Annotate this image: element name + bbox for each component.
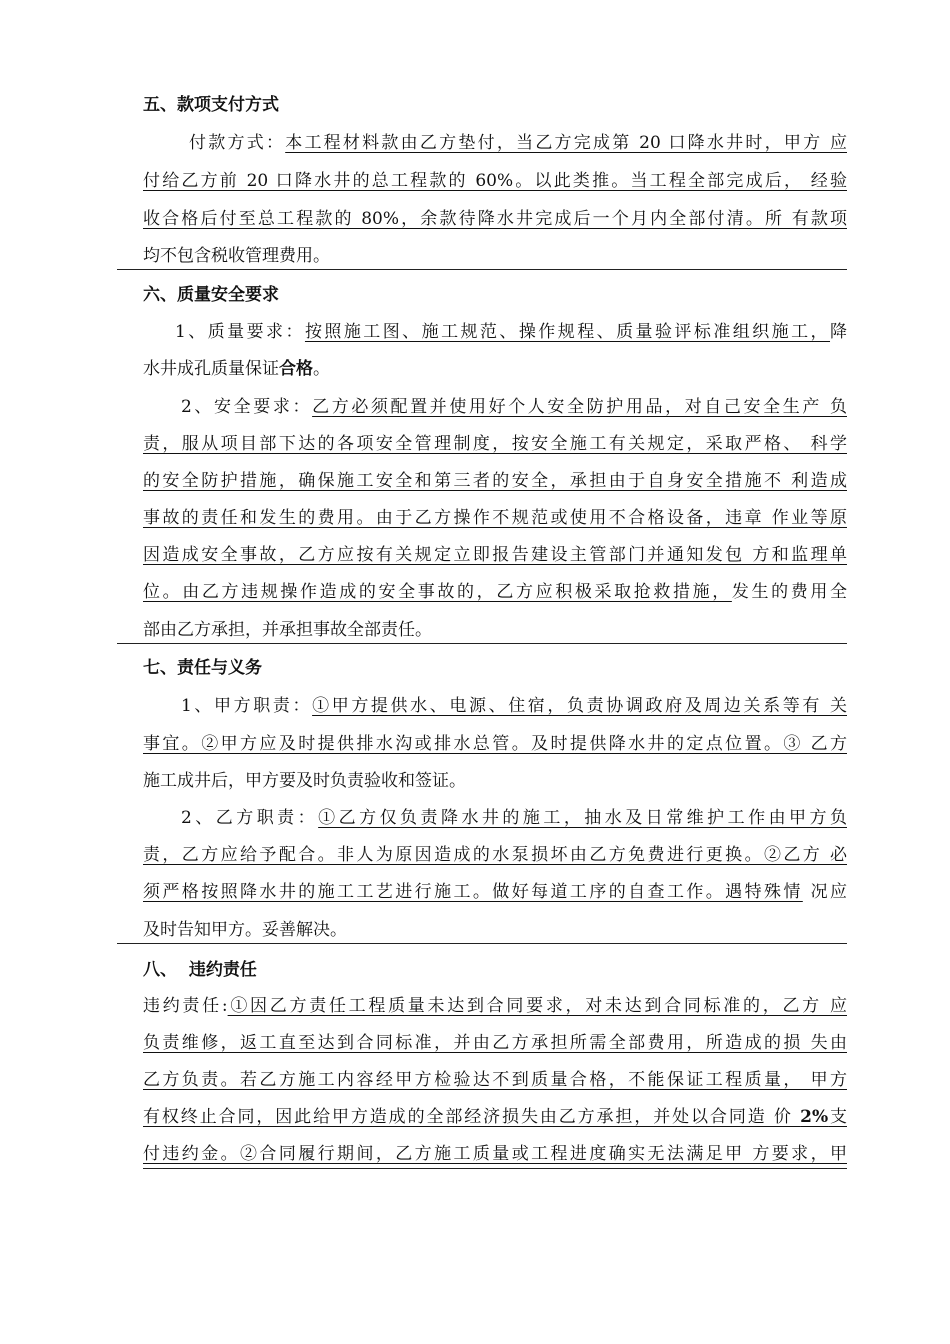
- s8-line-1: [143, 994, 847, 1018]
- s8-line-3: 乙方负责。若乙方施工内容经甲方检验达不到质量合格，不能保证工程质量， 甲方: [143, 1070, 847, 1090]
- s5-line-1: [189, 131, 847, 155]
- s8-line-4a: 有权终止合同，因此给甲方造成的全部经济损失由乙方承担，并处以合同造 价: [143, 1107, 801, 1127]
- s6-quality-text: 按照施工图、施工规范、操作规程、质量验评标准组织施工，: [304, 322, 831, 342]
- s7-party-b-line-2: 责，乙方应给予配合。非人为原因造成的水泵损坏由乙方免费进行更换。②乙方 必: [143, 845, 847, 865]
- s6-safety-line-6: [143, 580, 847, 604]
- s7-party-b-line-4: 及时告知甲方。妥善解决。: [143, 920, 347, 940]
- s7-party-a-line-3: 施工成井后，甲方要及时负责验收和签证。: [143, 771, 466, 791]
- s5-line-1-text: 本工程材料款由乙方垫付，当乙方完成第 20 口降水井时，甲方 应: [285, 133, 847, 153]
- section-5-title: 五、款项支付方式: [143, 95, 279, 115]
- section-divider: [117, 943, 847, 944]
- s6-quality-2a: 水井成孔质量保证: [143, 359, 279, 379]
- s8-line-1-text: ①因乙方责任工程质量未达到合同要求，对未达到合同标准的，乙方 应: [227, 996, 847, 1016]
- label-party-b-duty: 2、乙方职责：: [181, 808, 319, 828]
- s7-party-a-line-1: [181, 694, 847, 718]
- s8-line-4c: 支: [828, 1107, 847, 1127]
- bottom-rule: [143, 1168, 847, 1169]
- s6-safety-text: 乙方必须配置并使用好个人安全防护用品，对自己安全生产 负: [312, 397, 847, 417]
- s8-line-4: [143, 1105, 847, 1129]
- s7-party-a-line-2: 事宜。②甲方应及时提供排水沟或排水总管。及时提供降水井的定点位置。③ 乙方: [143, 734, 847, 754]
- s7-party-b-3b: 况应: [802, 882, 847, 902]
- s6-safety-line-2: 责，服从项目部下达的各项安全管理制度，按安全施工有关规定，采取严格、 科学: [143, 434, 847, 454]
- s6-safety-6b: 发生的费用全: [731, 582, 847, 602]
- s5-line-2: 付给乙方前 20 口降水井的总工程款的 60%。以此类推。当工程全部完成后， 经验: [143, 171, 847, 191]
- label-breach-liability: 违约责任:: [143, 996, 228, 1016]
- section-divider: [117, 643, 847, 644]
- s7-party-b-3a: 须严格按照降水井的施工工艺进行施工。做好每道工序的自查工作。遇特殊情: [143, 882, 803, 902]
- s6-quality-tail: 降: [830, 322, 847, 342]
- s7-party-b-line-1: [181, 806, 847, 830]
- s6-safety-line-1: [181, 395, 847, 419]
- s8-penalty-rate: 2%: [800, 1107, 829, 1127]
- s6-quality-line-2: [143, 357, 847, 381]
- label-party-a-duty: 1、甲方职责：: [181, 696, 313, 716]
- label-safety-req: 2、安全要求：: [181, 397, 313, 417]
- s7-party-a-text: ①甲方提供水、电源、住宿，负责协调政府及周边关系等有 关: [312, 696, 847, 716]
- s7-party-b-line-3: [143, 880, 847, 904]
- s7-party-b-text: ①乙方仅负责降水井的施工，抽水及日常维护工作由甲方负: [318, 808, 847, 828]
- s6-safety-6a: 位。由乙方违规操作造成的安全事故的，乙方应积极采取抢救措施，: [143, 582, 732, 602]
- s6-quality-qualified: 合格: [279, 359, 313, 379]
- s6-safety-line-7: 部由乙方承担，并承担事故全部责任。: [143, 620, 432, 640]
- section-7-title: 七、责任与义务: [143, 658, 262, 678]
- s6-safety-line-3: 的安全防护措施，确保施工安全和第三者的安全，承担由于自身安全措施不 利造成: [143, 471, 847, 491]
- s6-safety-line-5: 因造成安全事故，乙方应按有关规定立即报告建设主管部门并通知发包 方和监理单: [143, 545, 847, 565]
- s5-line-4: 均不包含税收管理费用。: [143, 246, 330, 266]
- s6-safety-line-4: 事故的责任和发生的费用。由于乙方操作不规范或使用不合格设备，违章 作业等原: [143, 508, 847, 528]
- s8-line-2: 负责维修，返工直至达到合同标准，并由乙方承担所需全部费用，所造成的损 失由: [143, 1033, 847, 1053]
- s5-line-3: 收合格后付至总工程款的 80%，余款待降水井完成后一个月内全部付清。所 有款项: [143, 209, 847, 229]
- s6-quality-line-1: [175, 320, 847, 344]
- section-6-title: 六、质量安全要求: [143, 285, 279, 305]
- label-payment-method: 付款方式：: [189, 133, 286, 153]
- section-divider: [117, 269, 847, 270]
- s6-quality-2c: 。: [313, 359, 330, 379]
- label-quality-req: 1、质量要求：: [175, 322, 305, 342]
- section-8-title: 八、 违约责任: [143, 960, 257, 980]
- s8-line-5: 付违约金。②合同履行期间，乙方施工质量或工程进度确实无法满足甲 方要求，甲: [143, 1144, 847, 1164]
